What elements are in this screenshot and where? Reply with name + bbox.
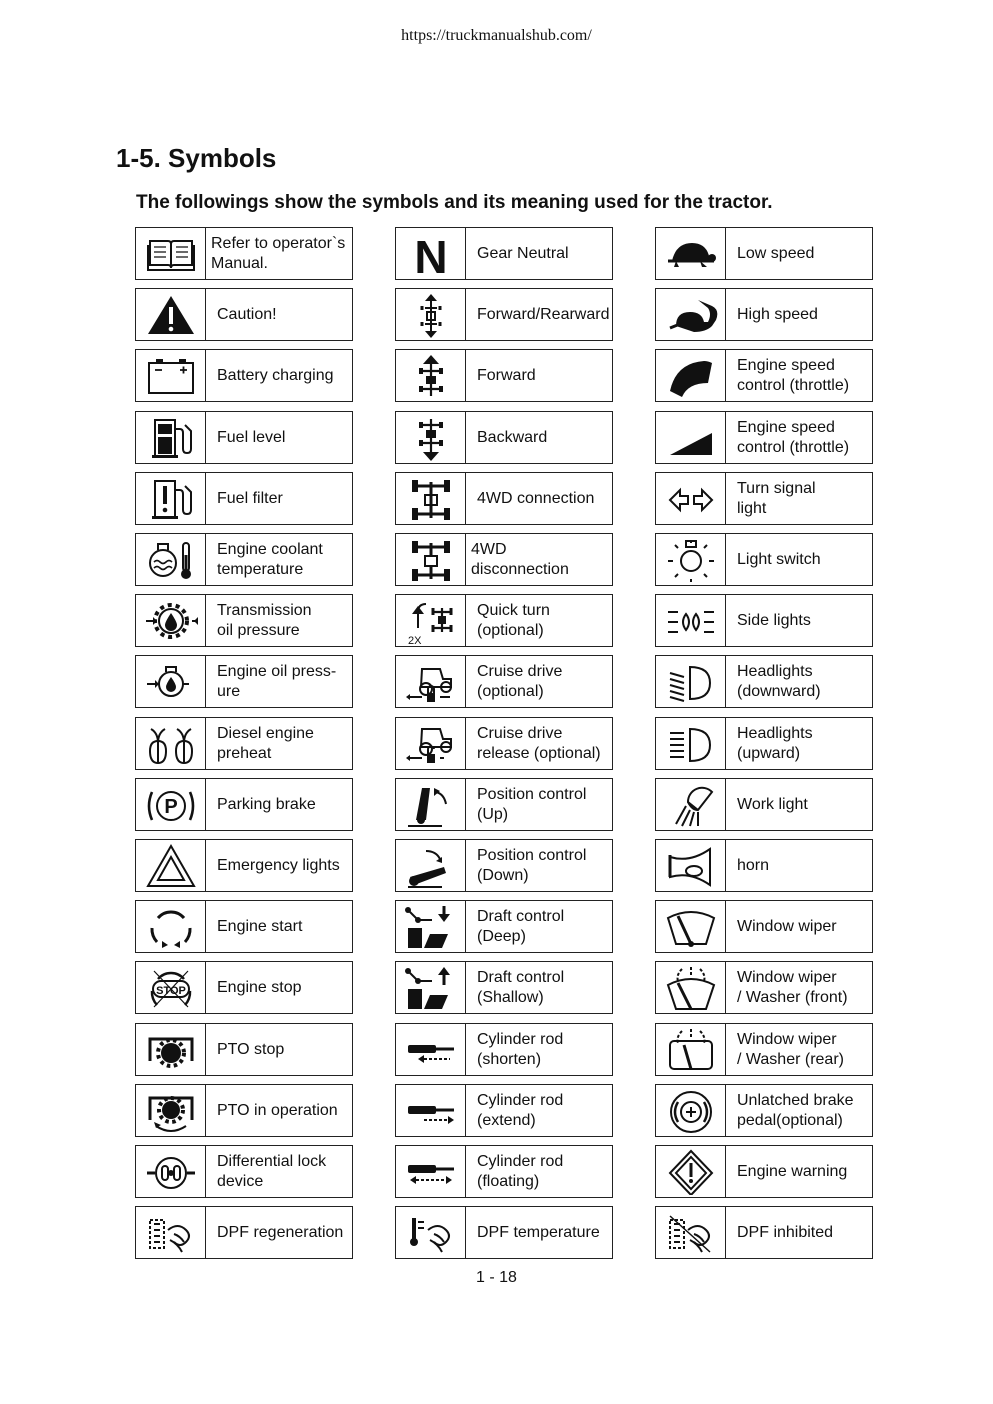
preheat-icon (136, 718, 206, 769)
symbol-label: DPF inhibited (737, 1223, 834, 1241)
symbol-cell (395, 1206, 613, 1259)
symbol-cell (395, 900, 613, 953)
symbol-cell (395, 227, 613, 280)
fuel-filter-icon (136, 473, 206, 524)
symbol-cell (655, 961, 873, 1014)
wiper-washer-rear-icon (656, 1024, 726, 1075)
symbol-label: 4WD connection (477, 489, 595, 507)
engine-start-icon (136, 901, 206, 952)
light-switch-icon (656, 534, 726, 585)
symbol-cell (655, 1084, 873, 1137)
symbol-label: PTO in operation (217, 1101, 338, 1119)
symbol-label: Cylinder rod (extend) (477, 1091, 564, 1129)
quick-turn-icon (396, 595, 466, 646)
throttle-wedge-icon (656, 412, 726, 463)
symbol-label: Cruise drive (optional) (477, 662, 563, 700)
symbol-cell (135, 1023, 353, 1076)
symbol-label: Cylinder rod (floating) (477, 1152, 564, 1190)
symbol-cell (655, 533, 873, 586)
cylinder-extend-icon (396, 1085, 466, 1136)
symbol-cell (135, 778, 353, 831)
symbol-label: Position control (Up) (477, 785, 587, 823)
page-number: 1 - 18 (476, 1269, 517, 1286)
pto-operation-icon (136, 1085, 206, 1136)
symbol-cell (655, 655, 873, 708)
symbol-label: Refer to operator`s Manual. (211, 234, 346, 272)
symbol-cell (135, 472, 353, 525)
symbol-label: Diesel engine preheat (217, 724, 314, 762)
symbol-label: Parking brake (217, 795, 316, 813)
symbol-cell (395, 411, 613, 464)
pto-stop-icon (136, 1024, 206, 1075)
symbol-cell (655, 594, 873, 647)
symbol-label: Quick turn (optional) (477, 601, 550, 639)
dpf-regeneration-icon (136, 1207, 206, 1258)
draft-shallow-icon (396, 962, 466, 1013)
battery-icon (136, 350, 206, 401)
wiper-icon (656, 901, 726, 952)
dpf-inhibited-icon (656, 1207, 726, 1258)
fuel-pump-icon (136, 412, 206, 463)
symbol-cell (395, 288, 613, 341)
svg-text:P: P (163, 795, 178, 818)
symbol-cell (655, 717, 873, 770)
symbol-label: PTO stop (217, 1040, 285, 1058)
symbol-label: DPF temperature (477, 1223, 600, 1241)
symbol-label: Fuel level (217, 428, 286, 446)
symbol-label: Light switch (737, 550, 821, 568)
symbol-label: Headlights (downward) (737, 662, 821, 700)
engine-stop-icon (136, 962, 206, 1013)
symbol-cell (655, 900, 873, 953)
headlights-down-icon (656, 656, 726, 707)
transmission-oil-icon (136, 595, 206, 646)
symbol-label: Engine speed control (throttle) (737, 418, 850, 456)
symbol-cell (655, 227, 873, 280)
symbol-label: horn (737, 856, 770, 874)
symbol-label: Caution! (217, 305, 277, 323)
symbol-label: Window wiper / Washer (front) (737, 968, 848, 1006)
work-light-icon (656, 779, 726, 830)
symbol-cell (135, 961, 353, 1014)
gear-neutral-icon (396, 228, 466, 279)
symbol-cell (655, 1206, 873, 1259)
symbol-label: Position control (Down) (477, 846, 587, 884)
hazard-triangle-icon (136, 840, 206, 891)
symbol-label: Draft control (Deep) (477, 907, 565, 945)
symbol-label: Cylinder rod (shorten) (477, 1030, 564, 1068)
turtle-icon (656, 228, 726, 279)
forward-rearward-icon (396, 289, 466, 340)
symbol-label: Transmission oil pressure (217, 601, 312, 639)
symbol-label: Differential lock device (217, 1152, 327, 1190)
symbol-label: Gear Neutral (477, 244, 569, 262)
symbol-cell (135, 533, 353, 586)
cylinder-shorten-icon (396, 1024, 466, 1075)
turn-signal-icon (656, 473, 726, 524)
symbol-label: Battery charging (217, 366, 334, 384)
wiper-washer-front-icon (656, 962, 726, 1013)
symbol-label: Engine stop (217, 978, 302, 996)
side-lights-icon (656, 595, 726, 646)
svg-text:N: N (413, 230, 448, 277)
rabbit-icon (656, 289, 726, 340)
symbol-label: Forward/Rearward (477, 305, 610, 323)
symbol-label: Window wiper (737, 917, 837, 935)
svg-text:STOP: STOP (155, 984, 186, 997)
symbol-cell (395, 655, 613, 708)
symbol-cell (395, 717, 613, 770)
symbol-cell (135, 717, 353, 770)
symbol-label: Cruise drive release (optional) (477, 724, 601, 762)
symbol-cell (395, 961, 613, 1014)
symbol-cell (655, 288, 873, 341)
symbol-label: 4WD disconnection (471, 540, 569, 578)
symbol-label: Engine speed control (throttle) (737, 356, 850, 394)
symbol-cell (395, 1084, 613, 1137)
symbol-label: Fuel filter (217, 489, 283, 507)
engine-warning-icon (656, 1146, 726, 1197)
symbol-cell (135, 1145, 353, 1198)
symbol-cell (135, 411, 353, 464)
4wd-disconnection-icon (396, 534, 466, 585)
symbol-label: Unlatched brake pedal(optional) (737, 1091, 854, 1129)
symbol-label: Engine start (217, 917, 303, 935)
parking-brake-icon (136, 779, 206, 830)
symbol-label: Engine warning (737, 1162, 848, 1180)
symbol-cell (135, 227, 353, 280)
coolant-temperature-icon (136, 534, 206, 585)
section-subtitle: The followings show the symbols and its meaning used for the tractor. (136, 192, 773, 213)
cylinder-floating-icon (396, 1146, 466, 1197)
symbol-cell (395, 1023, 613, 1076)
symbol-cell (395, 1145, 613, 1198)
horn-icon (656, 840, 726, 891)
symbol-cell (135, 1084, 353, 1137)
symbol-cell (135, 900, 353, 953)
symbol-label: Engine oil press- ure (217, 662, 337, 700)
symbol-cell (655, 1023, 873, 1076)
symbol-label: DPF regeneration (217, 1223, 344, 1241)
source-url: https://truckmanualshub.com/ (401, 27, 592, 44)
symbol-label: Low speed (737, 244, 815, 262)
symbol-label: Emergency lights (217, 856, 340, 874)
symbol-cell (135, 655, 353, 708)
symbol-label: Draft control (Shallow) (477, 968, 565, 1006)
symbol-cell (655, 411, 873, 464)
symbol-cell (135, 1206, 353, 1259)
position-up-icon (396, 779, 466, 830)
symbol-cell (395, 349, 613, 402)
symbol-cell (395, 594, 613, 647)
symbol-cell (135, 349, 353, 402)
headlights-up-icon (656, 718, 726, 769)
unlatched-brake-icon (656, 1085, 726, 1136)
caution-icon (136, 289, 206, 340)
symbol-label: Engine coolant temperature (217, 540, 323, 578)
symbol-cell (655, 839, 873, 892)
symbol-cell (135, 839, 353, 892)
symbol-label: Headlights (upward) (737, 724, 813, 762)
symbol-label: Turn signal light (737, 479, 816, 517)
symbol-cell (395, 839, 613, 892)
symbol-label: Side lights (737, 611, 811, 629)
symbol-cell (655, 349, 873, 402)
symbol-cell (395, 533, 613, 586)
cruise-release-icon (396, 718, 466, 769)
symbol-cell (655, 778, 873, 831)
symbol-label: Backward (477, 428, 548, 446)
position-down-icon (396, 840, 466, 891)
dpf-temperature-icon (396, 1207, 466, 1258)
draft-deep-icon (396, 901, 466, 952)
backward-icon (396, 412, 466, 463)
symbol-cell (655, 472, 873, 525)
svg-text:2X: 2X (407, 634, 421, 644)
symbol-label: High speed (737, 305, 818, 323)
engine-oil-icon (136, 656, 206, 707)
symbol-label: Window wiper / Washer (rear) (737, 1030, 844, 1068)
forward-icon (396, 350, 466, 401)
4wd-connection-icon (396, 473, 466, 524)
symbol-cell (135, 594, 353, 647)
symbol-label: Work light (737, 795, 808, 813)
symbol-cell (135, 288, 353, 341)
throttle-curve-icon (656, 350, 726, 401)
symbol-label: Forward (477, 366, 536, 384)
cruise-drive-icon (396, 656, 466, 707)
symbol-cell (395, 778, 613, 831)
symbol-cell (655, 1145, 873, 1198)
symbol-cell (395, 472, 613, 525)
book-icon (136, 228, 206, 279)
section-title: 1-5. Symbols (116, 143, 277, 173)
diff-lock-icon (136, 1146, 206, 1197)
